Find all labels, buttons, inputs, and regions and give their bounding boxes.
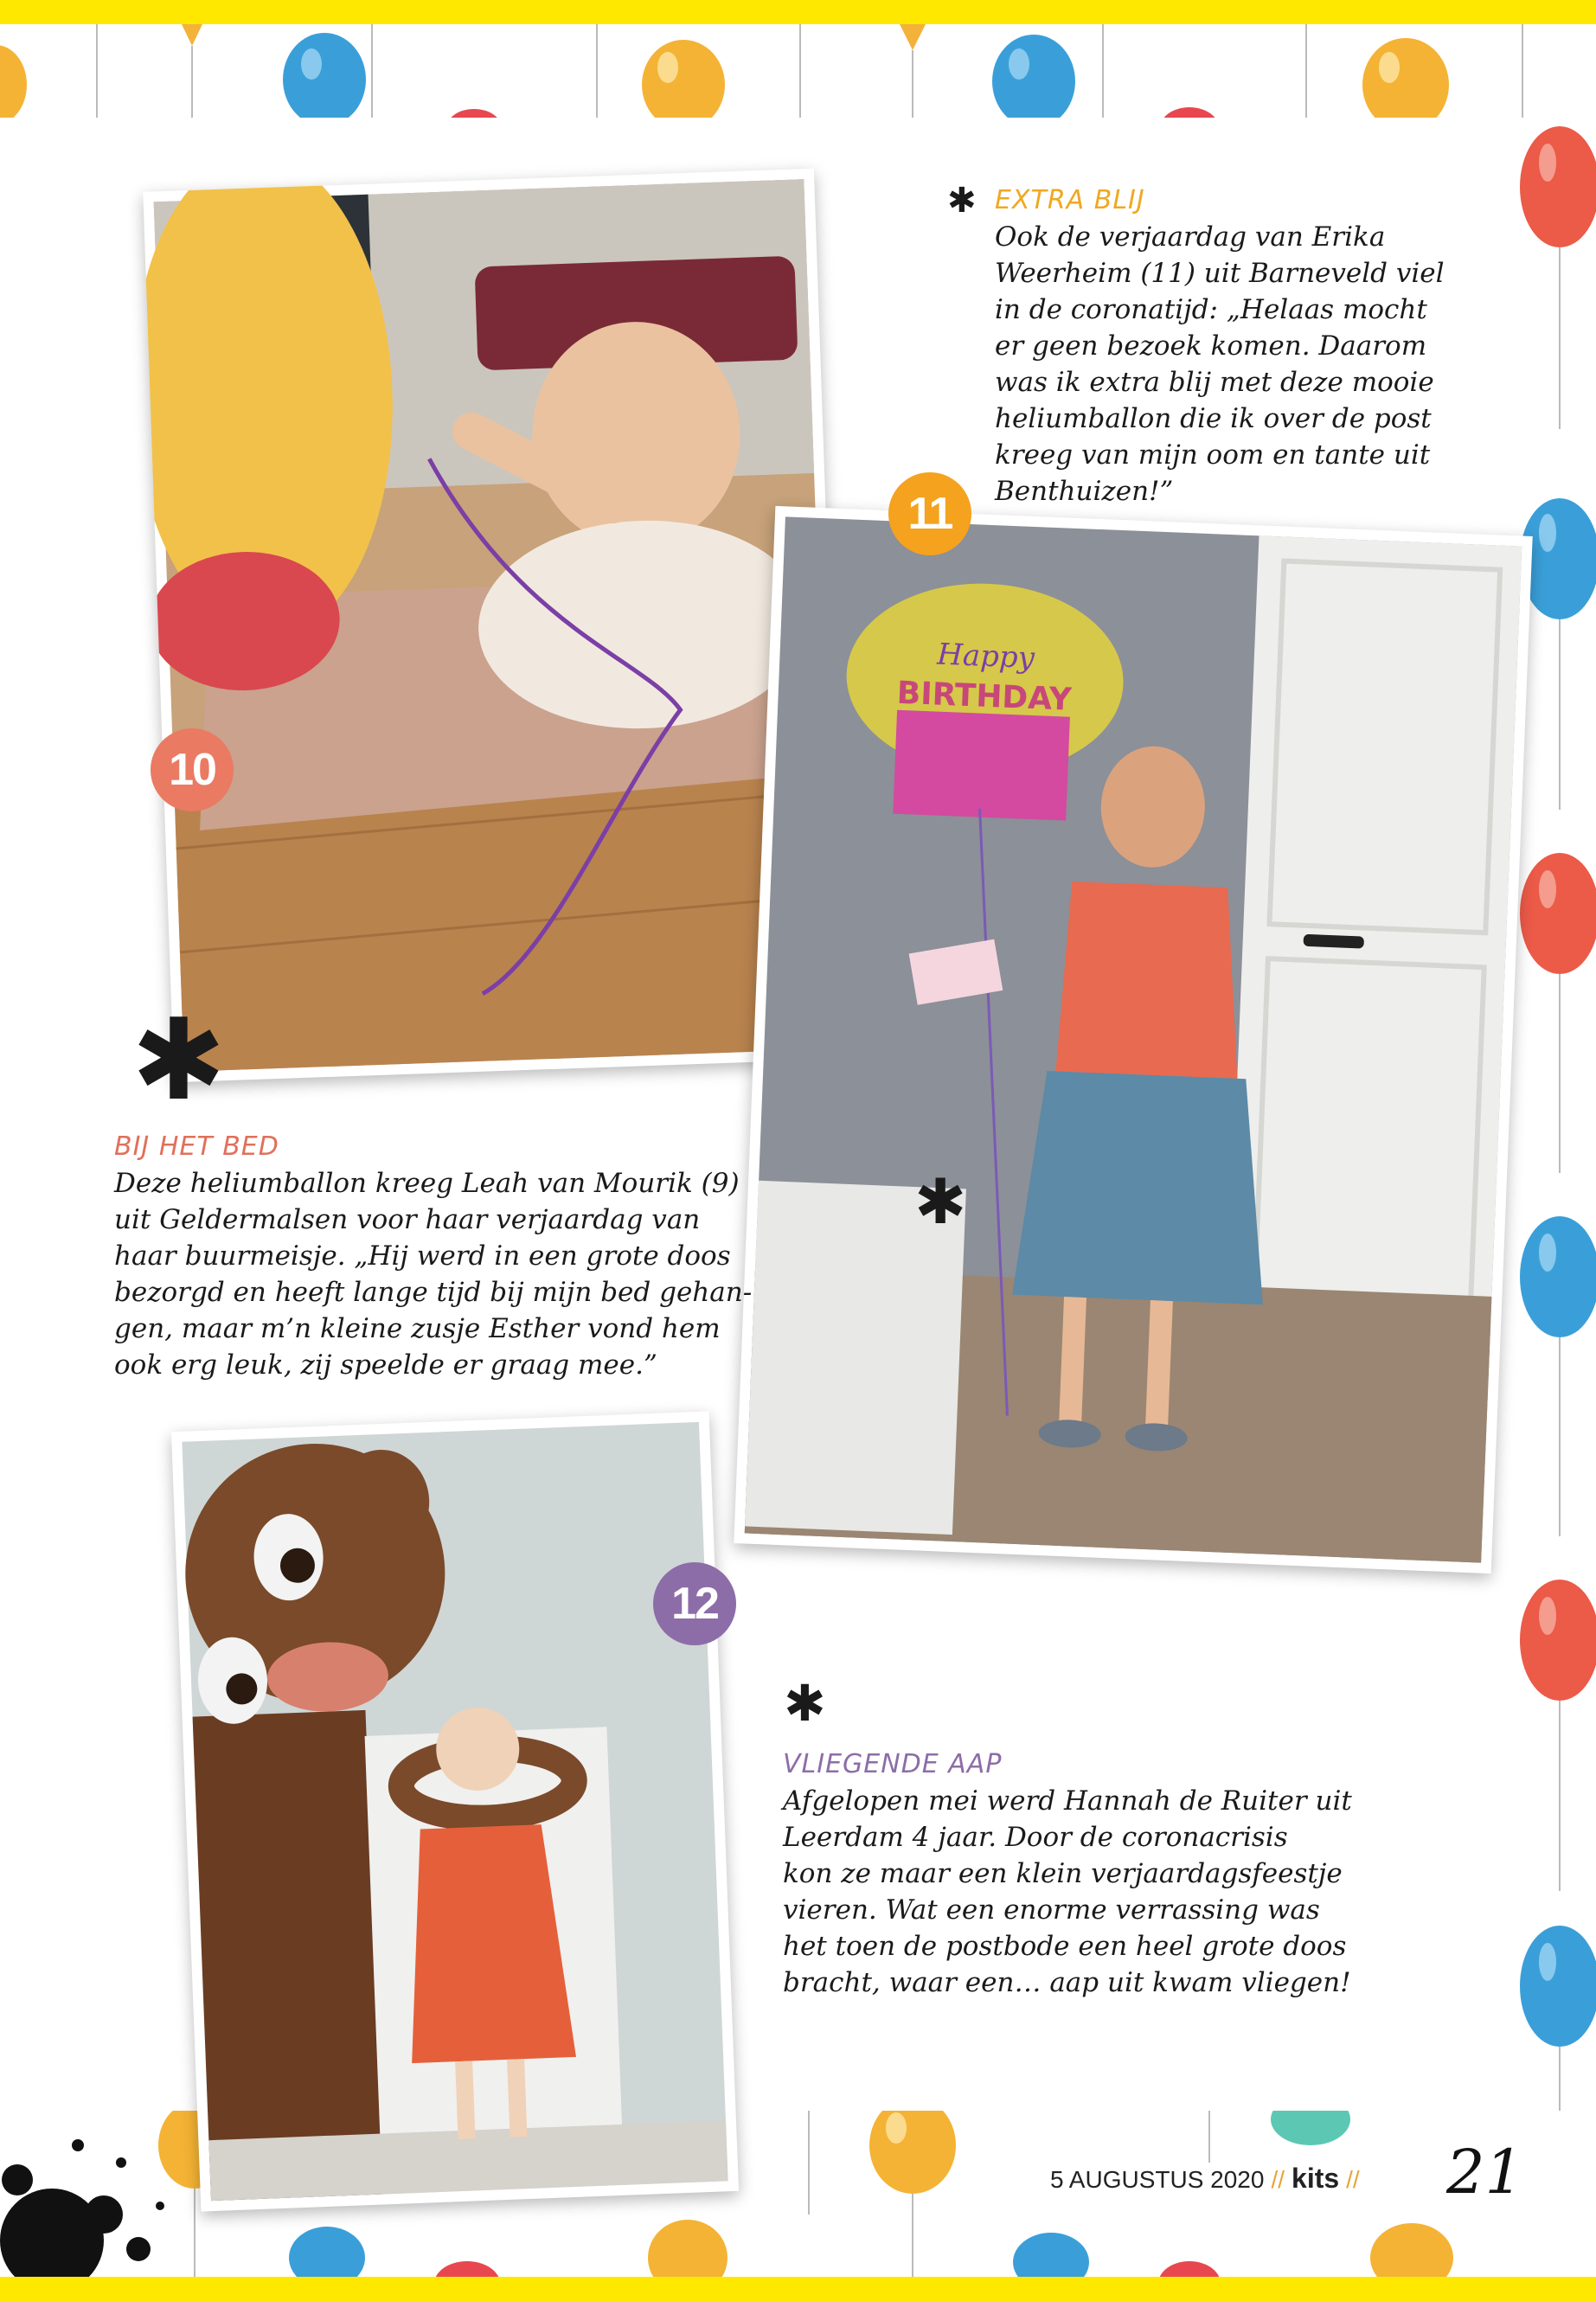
asterisk-icon: ✱ [131,994,226,1125]
balloon-icon [1520,126,1596,429]
caption-line: bracht, waar een… aap uit kwam vliegen! [783,1967,1351,1998]
ink-splatter [0,2139,164,2277]
balloon-icon [1520,1216,1596,1536]
balloon-icon [1271,2111,1350,2145]
caption-text [995,219,1462,510]
photo-baby-balloon [143,169,844,1082]
caption-line: Deze heliumballon kreeg Leah van Mourik (9) [114,1168,740,1199]
caption-line: heliumballon die ik over de post [995,403,1432,434]
bottom-yellow-band [0,2277,1596,2301]
caption-line: bezorgd en heeft lange tijd bij mijn bed gehan- [114,1277,753,1308]
balloon-icon [1520,1580,1596,1891]
photo-girl-cupcake-balloon [734,506,1532,1574]
balloon-icon [642,40,725,118]
caption-line: was ik extra blij met deze mooie [995,367,1434,398]
photo-girl-monkey-balloon [171,1411,739,2211]
caption-bij-het-bed [114,1131,772,1383]
caption-line: ook erg leuk, zij speelde er graag mee.” [114,1349,657,1381]
balloon-text-happy: Happy [936,637,1035,676]
balloon-text-birthday: BIRTHDAY [896,675,1073,718]
caption-line: Weerheim (11) uit Barneveld viel [995,258,1445,289]
caption-line: Benthuizen!” [995,476,1174,507]
balloon-icon [283,33,366,118]
asterisk-icon: ✱ [784,1674,826,1733]
balloon-icon [1520,1926,1596,2111]
balloon-icon [992,35,1075,118]
page-footer [1050,2163,1360,2195]
caption-line: in de coronatijd: „Helaas mocht [995,294,1427,325]
asterisk-icon: ✱ [914,1165,967,1238]
caption-text [114,1165,772,1383]
caption-line: uit Geldermalsen voor haar verjaardag van [114,1204,701,1235]
caption-line: Afgelopen mei werd Hannah de Ruiter uit [783,1785,1352,1817]
issue-date: 5 AUGUSTUS 2020 [1050,2166,1265,2193]
caption-title: EXTRA BLIJ [995,185,1145,215]
caption-line: kreeg van mijn oom en tante uit [995,439,1431,471]
page-number: 21 [1446,2137,1524,2208]
balloon-icon [1520,853,1596,1173]
caption-line: gen, maar m’n kleine zusje Esther vond hem [114,1313,721,1344]
balloon-icon [1362,38,1449,118]
balloon-icon [869,2111,956,2277]
caption-text [783,1783,1440,2001]
caption-line: Leerdam 4 jaar. Door de coronacrisis [783,1822,1288,1853]
caption-line: kon ze maar een klein verjaardagsfeestje [783,1858,1343,1889]
balloon-icon [0,45,27,118]
caption-line: vieren. Wat een enorme verrassing was [783,1894,1320,1926]
caption-line: haar buurmeisje. „Hij werd in een grote doos [114,1240,731,1272]
caption-extra-blij [995,185,1462,510]
footer-separator: // [1271,2166,1285,2193]
story-number-badge: 11 [888,472,971,555]
caption-line: het toen de postbode een heel grote doos [783,1931,1347,1962]
caption-line: er geen bezoek komen. Daarom [995,330,1427,362]
caption-title: BIJ HET BED [114,1131,279,1162]
caption-vliegende-aap [783,1749,1440,2001]
right-balloon-column [1516,118,1596,2111]
asterisk-icon: ✱ [947,181,977,221]
story-number-badge: 10 [151,728,234,811]
story-number-badge: 12 [653,1562,736,1645]
magazine-brand: kits [1292,2163,1340,2194]
caption-title: VLIEGENDE AAP [783,1749,1003,1779]
top-balloon-strip [0,24,1596,118]
footer-separator: // [1346,2166,1360,2193]
caption-line: Ook de verjaardag van Erika [995,221,1386,253]
top-yellow-band [0,0,1596,24]
